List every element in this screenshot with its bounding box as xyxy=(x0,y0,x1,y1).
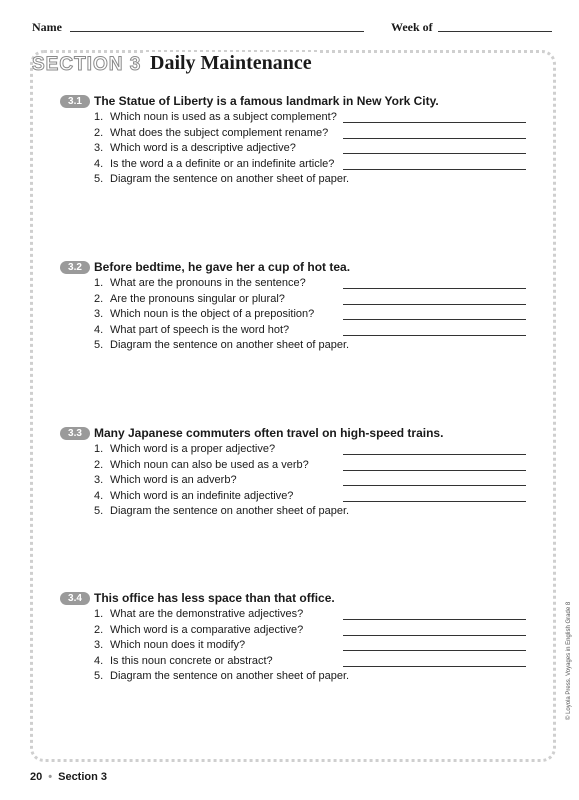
exercise-3-4 xyxy=(60,591,540,686)
question-item xyxy=(60,293,540,309)
name-label: Name xyxy=(32,20,62,34)
question-item xyxy=(60,173,540,189)
question-item xyxy=(60,158,540,174)
question-item xyxy=(60,474,540,490)
exercise-badge: 3.2 xyxy=(60,261,90,274)
exercise-3-2 xyxy=(60,260,540,355)
question-number: 2. xyxy=(94,623,104,636)
exercise-badge: 3.4 xyxy=(60,592,90,605)
week-of-field-line[interactable] xyxy=(438,31,552,32)
question-text: Which word is a descriptive adjective? xyxy=(110,142,296,154)
question-item xyxy=(60,127,540,143)
exercise-sentence: This office has less space than that office. xyxy=(94,591,335,605)
question-number: 2. xyxy=(94,292,104,305)
answer-line[interactable] xyxy=(343,153,526,154)
question-text: Which noun can also be used as a verb? xyxy=(110,458,309,471)
question-text: Diagram the sentence on another sheet of paper. xyxy=(110,173,350,185)
question-item xyxy=(60,639,540,655)
answer-line[interactable] xyxy=(343,470,526,471)
question-number: 2. xyxy=(94,458,104,471)
answer-line[interactable] xyxy=(343,169,526,170)
question-text: Which noun is the object of a preposition? xyxy=(110,308,315,320)
question-text: What part of speech is the word hot? xyxy=(110,323,290,336)
answer-line[interactable] xyxy=(343,138,526,139)
question-text: Which noun does it modify? xyxy=(110,639,246,651)
question-item xyxy=(60,505,540,521)
question-item xyxy=(60,655,540,671)
exercise-badge: 3.1 xyxy=(60,95,90,108)
name-field-line[interactable] xyxy=(70,31,364,32)
question-number: 5. xyxy=(94,339,104,351)
question-number: 1. xyxy=(94,608,104,620)
header xyxy=(32,20,552,34)
exercise-sentence: Many Japanese commuters often travel on high-speed trains. xyxy=(94,426,444,440)
answer-line[interactable] xyxy=(343,122,526,123)
question-text: What are the demonstrative adjectives? xyxy=(110,608,304,620)
page-number: 20 xyxy=(30,771,43,783)
answer-line[interactable] xyxy=(343,501,526,502)
page-title: Daily Maintenance xyxy=(144,52,318,75)
question-item xyxy=(60,624,540,640)
answer-line[interactable] xyxy=(343,288,526,289)
question-number: 4. xyxy=(94,157,104,170)
exercise-3-1 xyxy=(60,94,540,189)
answer-line[interactable] xyxy=(343,454,526,455)
question-text: Which word is a comparative adjective? xyxy=(110,623,304,636)
question-number: 1. xyxy=(94,443,104,455)
section-label: SECTION 3 xyxy=(32,54,142,75)
answer-line[interactable] xyxy=(343,485,526,486)
footer-section: Section 3 xyxy=(58,771,108,783)
question-text: What does the subject complement rename? xyxy=(110,126,329,139)
question-text: Are the pronouns singular or plural? xyxy=(110,292,285,305)
question-text: Which noun is used as a subject complement? xyxy=(110,111,337,123)
answer-line[interactable] xyxy=(343,335,526,336)
question-number: 1. xyxy=(94,111,104,123)
copyright-note: © Loyola Press. Voyages in English Grade 8 xyxy=(566,601,572,720)
question-text: Which word is an adverb? xyxy=(110,474,237,486)
question-item xyxy=(60,443,540,459)
question-text: Is this noun concrete or abstract? xyxy=(110,654,273,667)
question-text: Which word is a proper adjective? xyxy=(110,443,276,455)
question-item xyxy=(60,490,540,506)
question-number: 3. xyxy=(94,308,104,320)
question-item xyxy=(60,608,540,624)
page-footer xyxy=(30,771,107,783)
question-item xyxy=(60,324,540,340)
question-item xyxy=(60,308,540,324)
exercise-sentence: Before bedtime, he gave her a cup of hot tea. xyxy=(94,260,351,274)
question-number: 5. xyxy=(94,670,104,682)
exercise-badge: 3.3 xyxy=(60,427,90,440)
exercise-sentence: The Statue of Liberty is a famous landmark in New York City. xyxy=(94,94,439,108)
question-number: 4. xyxy=(94,489,104,502)
question-item xyxy=(60,111,540,127)
question-item xyxy=(60,670,540,686)
question-text: Is the word a a definite or an indefinite article? xyxy=(110,157,335,170)
week-of-label: Week of xyxy=(391,20,433,34)
answer-line[interactable] xyxy=(343,635,526,636)
question-number: 4. xyxy=(94,323,104,336)
question-item xyxy=(60,142,540,158)
question-number: 3. xyxy=(94,474,104,486)
question-item xyxy=(60,459,540,475)
question-number: 1. xyxy=(94,277,104,289)
question-text: Which word is an indefinite adjective? xyxy=(110,489,294,502)
answer-line[interactable] xyxy=(343,650,526,651)
question-text: What are the pronouns in the sentence? xyxy=(110,277,306,289)
bullet-separator: • xyxy=(48,771,53,783)
answer-line[interactable] xyxy=(343,319,526,320)
question-text: Diagram the sentence on another sheet of paper. xyxy=(110,505,350,517)
question-text: Diagram the sentence on another sheet of paper. xyxy=(110,339,350,351)
question-number: 5. xyxy=(94,505,104,517)
question-item xyxy=(60,277,540,293)
exercise-3-3 xyxy=(60,426,540,521)
question-number: 2. xyxy=(94,126,104,139)
question-number: 4. xyxy=(94,654,104,667)
answer-line[interactable] xyxy=(343,666,526,667)
question-text: Diagram the sentence on another sheet of paper. xyxy=(110,670,350,682)
question-number: 5. xyxy=(94,173,104,185)
question-item xyxy=(60,339,540,355)
answer-line[interactable] xyxy=(343,304,526,305)
answer-line[interactable] xyxy=(343,619,526,620)
question-number: 3. xyxy=(94,639,104,651)
question-number: 3. xyxy=(94,142,104,154)
